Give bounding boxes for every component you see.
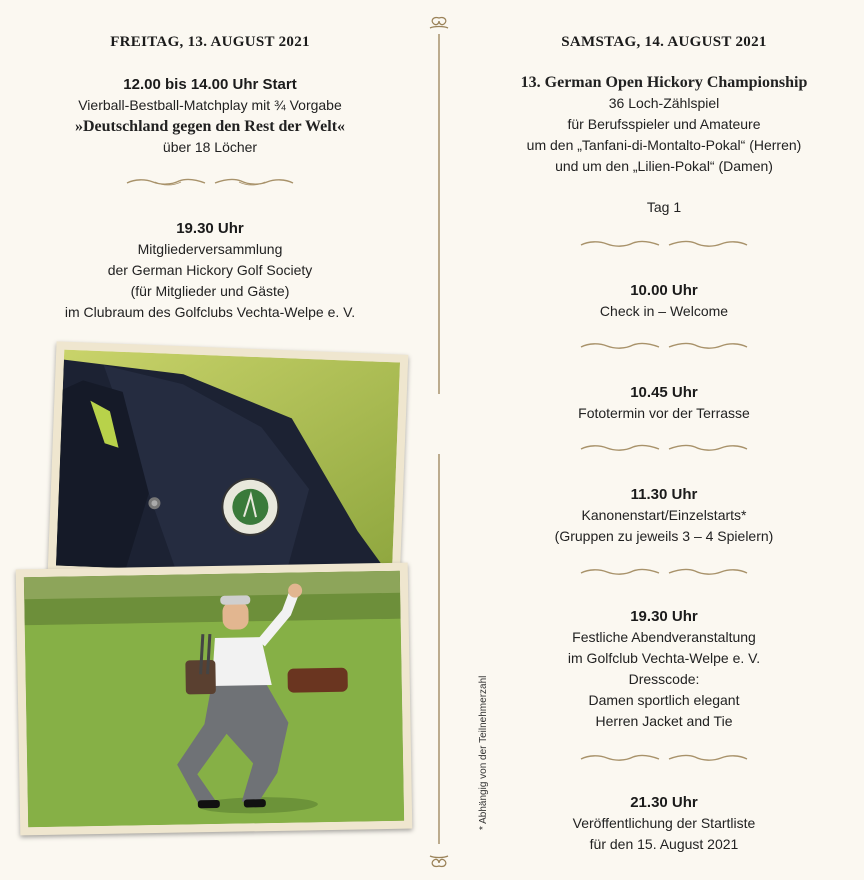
event-line: der German Hickory Golf Society xyxy=(107,262,313,278)
item-line: Fototermin vor der Terrasse xyxy=(578,405,750,421)
schedule-item xyxy=(494,484,834,547)
item-time: 10.45 Uhr xyxy=(630,384,698,401)
item-line: für den 15. August 2021 xyxy=(589,836,739,852)
item-time: 19.30 Uhr xyxy=(630,608,698,625)
ornament-divider xyxy=(579,340,749,352)
championship-day: Tag 1 xyxy=(646,199,682,215)
ornament-divider xyxy=(579,442,749,454)
championship-line: 36 Loch-Zählspiel xyxy=(608,95,720,111)
event-time: 19.30 Uhr xyxy=(176,220,244,237)
championship-line: um den „Tanfani-di-Montalto-Pokal“ (Herren) xyxy=(526,137,802,153)
item-line: Herren Jacket and Tie xyxy=(595,713,733,729)
item-line: Veröffentlichung der Startliste xyxy=(572,815,756,831)
schedule-item xyxy=(494,606,834,732)
ornament-divider xyxy=(125,176,295,188)
center-divider xyxy=(428,14,450,870)
item-line: (Gruppen zu jeweils 3 – 4 Spielern) xyxy=(554,528,774,544)
item-time: 21.30 Uhr xyxy=(630,794,698,811)
schedule-item xyxy=(494,280,834,322)
item-line: Kanonenstart/Einzelstarts* xyxy=(581,507,747,523)
event-line: Vierball-Bestball-Matchplay mit ¾ Vorgabe xyxy=(78,97,342,113)
championship-block xyxy=(494,72,834,218)
friday-event-evening xyxy=(40,218,380,323)
friday-heading: FREITAG, 13. AUGUST 2021 xyxy=(110,34,310,50)
saturday-heading: SAMSTAG, 14. AUGUST 2021 xyxy=(561,34,767,50)
event-time: 12.00 bis 14.00 Uhr Start xyxy=(123,76,297,93)
item-line: Festliche Abendveranstaltung xyxy=(572,629,756,645)
ornament-divider xyxy=(579,752,749,764)
ornament-divider xyxy=(579,566,749,578)
event-line: im Clubraum des Golfclubs Vechta-Welpe e. V. xyxy=(64,304,356,320)
schedule-item xyxy=(494,382,834,424)
item-line: Damen sportlich elegant xyxy=(588,692,740,708)
item-line: Dresscode: xyxy=(628,671,700,687)
event-line: Mitgliederversammlung xyxy=(137,241,283,257)
championship-title: 13. German Open Hickory Championship xyxy=(520,74,808,91)
item-time: 11.30 Uhr xyxy=(630,486,698,503)
photo-jacket-badge xyxy=(48,341,409,586)
event-line: über 18 Löcher xyxy=(162,139,258,155)
item-line: Check in – Welcome xyxy=(599,303,729,319)
item-time: 10.00 Uhr xyxy=(630,282,698,299)
schedule-item xyxy=(494,792,834,855)
event-title: »Deutschland gegen den Rest der Welt« xyxy=(74,118,346,135)
ornament-divider xyxy=(579,238,749,250)
event-line: (für Mitglieder und Gäste) xyxy=(130,283,290,299)
championship-line: für Berufsspieler und Amateure xyxy=(567,116,761,132)
championship-line: und um den „Lilien-Pokal“ (Damen) xyxy=(555,158,773,174)
footnote: * Abhängig von der Teilnehmerzahl xyxy=(478,675,489,830)
photo-golfer xyxy=(16,563,413,836)
friday-event-start xyxy=(40,74,380,158)
item-line: im Golfclub Vechta-Welpe e. V. xyxy=(567,650,761,666)
